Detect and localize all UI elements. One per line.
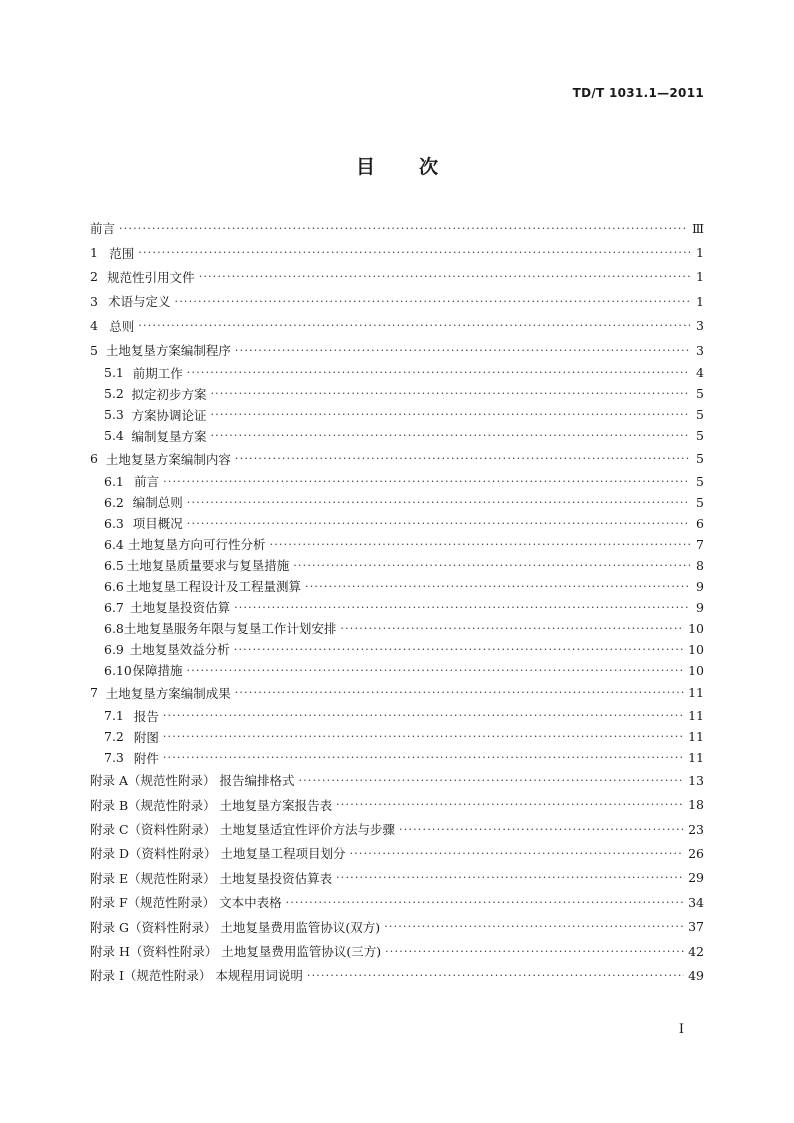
toc-entry[interactable] bbox=[90, 705, 704, 726]
toc-entry[interactable] bbox=[90, 555, 704, 576]
toc-entry-page: 5 bbox=[696, 428, 704, 444]
toc-entry[interactable] bbox=[90, 362, 704, 383]
toc-entry[interactable] bbox=[90, 747, 704, 768]
toc-entry-number: 5.3 bbox=[104, 407, 124, 423]
toc-entry-page: 49 bbox=[688, 967, 704, 983]
toc-entry-number: 6.2 bbox=[104, 494, 124, 510]
toc-leader-dots bbox=[186, 665, 684, 676]
toc-entry[interactable] bbox=[90, 726, 704, 747]
table-of-contents bbox=[90, 216, 704, 988]
toc-leader-dots bbox=[138, 247, 690, 258]
toc-entry[interactable] bbox=[90, 793, 704, 817]
toc-entry-label: 附录 E（规范性附录） 土地复垦投资估算表 bbox=[90, 870, 333, 886]
toc-entry-label: 土地复垦方案编制成果 bbox=[105, 685, 231, 701]
toc-leader-dots bbox=[384, 921, 684, 932]
toc-leader-dots bbox=[234, 602, 690, 613]
toc-entry[interactable] bbox=[90, 963, 704, 987]
page-title-char-2: 次 bbox=[419, 156, 439, 178]
toc-entry[interactable] bbox=[90, 597, 704, 618]
toc-entry[interactable] bbox=[90, 289, 704, 313]
toc-entry-page: 42 bbox=[688, 943, 704, 959]
toc-entry-number: 6.9 bbox=[104, 641, 124, 657]
toc-entry-number: 7 bbox=[90, 685, 98, 701]
toc-leader-dots bbox=[163, 752, 684, 763]
toc-entry-page: 3 bbox=[696, 342, 704, 358]
page-title-char-1: 目 bbox=[355, 156, 375, 178]
toc-entry-label: 保障措施 bbox=[132, 663, 183, 679]
toc-entry-page: 1 bbox=[696, 269, 704, 285]
toc-entry-page: 8 bbox=[696, 557, 704, 573]
toc-entry-page: 23 bbox=[688, 821, 704, 837]
toc-entry-label: 土地复垦投资估算 bbox=[130, 600, 231, 616]
toc-entry-label: 附录 A（规范性附录） 报告编排格式 bbox=[90, 773, 295, 789]
toc-leader-dots bbox=[163, 710, 684, 721]
toc-entry-number: 6.8 bbox=[104, 620, 124, 636]
toc-entry-label: 附录 D（资料性附录） 土地复垦工程项目划分 bbox=[90, 846, 346, 862]
toc-entry[interactable] bbox=[90, 890, 704, 914]
toc-entry-page: 7 bbox=[696, 536, 704, 552]
toc-entry-page: 1 bbox=[696, 245, 704, 261]
toc-leader-dots bbox=[336, 799, 684, 810]
toc-leader-dots bbox=[336, 872, 684, 883]
toc-entry-number: 3 bbox=[90, 293, 98, 309]
toc-entry-number: 6.5 bbox=[104, 557, 124, 573]
toc-entry-label: 附录 H（资料性附录） 土地复垦费用监管协议(三方) bbox=[90, 944, 382, 960]
toc-entry[interactable] bbox=[90, 618, 704, 639]
toc-entry[interactable] bbox=[90, 216, 704, 240]
toc-entry-label: 拟定初步方案 bbox=[131, 386, 207, 402]
toc-entry-label: 附录 C（资料性附录） 土地复垦适宜性评价方法与步骤 bbox=[90, 822, 396, 838]
toc-leader-dots bbox=[270, 539, 690, 550]
toc-entry-label: 范围 bbox=[109, 245, 135, 261]
toc-leader-dots bbox=[399, 824, 684, 835]
toc-entry-label: 总则 bbox=[109, 318, 135, 334]
toc-leader-dots bbox=[163, 476, 690, 487]
toc-entry-number: 5 bbox=[90, 342, 98, 358]
toc-entry[interactable] bbox=[90, 265, 704, 289]
toc-entry-page: 5 bbox=[696, 407, 704, 423]
toc-entry-page: Ⅲ bbox=[691, 220, 704, 236]
toc-entry[interactable] bbox=[90, 768, 704, 792]
toc-entry[interactable] bbox=[90, 681, 704, 705]
toc-entry-label: 前期工作 bbox=[132, 365, 183, 381]
toc-entry-page: 5 bbox=[696, 494, 704, 510]
toc-entry-label: 土地复垦服务年限与复垦工作计划安排 bbox=[123, 621, 337, 637]
toc-entry-number: 6.4 bbox=[104, 536, 124, 552]
toc-leader-dots bbox=[307, 970, 684, 981]
toc-entry-page: 18 bbox=[688, 797, 704, 813]
toc-entry[interactable] bbox=[90, 383, 704, 404]
toc-entry-page: 26 bbox=[688, 845, 704, 861]
toc-entry[interactable] bbox=[90, 576, 704, 597]
toc-leader-dots bbox=[298, 775, 684, 786]
toc-leader-dots bbox=[187, 518, 690, 529]
toc-entry-number: 7.1 bbox=[104, 708, 124, 724]
toc-entry[interactable] bbox=[90, 338, 704, 362]
toc-leader-dots bbox=[210, 409, 690, 420]
toc-leader-dots bbox=[199, 271, 690, 282]
toc-entry[interactable] bbox=[90, 404, 704, 425]
toc-entry[interactable] bbox=[90, 446, 704, 470]
toc-entry-page: 13 bbox=[688, 772, 704, 788]
toc-entry-label: 附录 F（规范性附录） 文本中表格 bbox=[90, 895, 282, 911]
toc-entry-page: 11 bbox=[688, 708, 704, 724]
toc-leader-dots bbox=[210, 388, 690, 399]
toc-leader-dots bbox=[234, 644, 684, 655]
toc-entry-page: 10 bbox=[688, 662, 704, 678]
toc-entry-number: 5.4 bbox=[104, 428, 124, 444]
toc-entry-label: 土地复垦工程设计及工程量测算 bbox=[126, 579, 302, 595]
toc-entry-number: 6.3 bbox=[104, 515, 124, 531]
toc-entry-label: 土地复垦方案编制内容 bbox=[105, 451, 231, 467]
toc-leader-dots bbox=[340, 623, 684, 634]
toc-entry[interactable] bbox=[90, 425, 704, 446]
toc-entry-number: 4 bbox=[90, 318, 98, 334]
toc-leader-dots bbox=[286, 897, 684, 908]
toc-entry-label: 前言 bbox=[90, 221, 116, 237]
toc-entry-label: 附录 G（资料性附录） 土地复垦费用监管协议(双方) bbox=[90, 919, 381, 935]
toc-leader-dots bbox=[235, 453, 690, 464]
toc-entry-page: 1 bbox=[696, 293, 704, 309]
toc-entry[interactable] bbox=[90, 939, 704, 963]
toc-entry-number: 6.1 bbox=[104, 473, 124, 489]
toc-entry[interactable] bbox=[90, 534, 704, 555]
toc-leader-dots bbox=[187, 497, 690, 508]
toc-leader-dots bbox=[235, 345, 690, 356]
toc-entry-number: 5.2 bbox=[104, 386, 124, 402]
toc-entry-number: 6.7 bbox=[104, 599, 124, 615]
toc-entry-page: 10 bbox=[688, 641, 704, 657]
toc-entry-number: 6.10 bbox=[104, 662, 132, 678]
toc-entry-number: 6.6 bbox=[104, 578, 124, 594]
toc-entry-page: 5 bbox=[696, 451, 704, 467]
toc-leader-dots bbox=[235, 687, 684, 698]
toc-entry-page: 4 bbox=[696, 365, 704, 381]
toc-entry[interactable] bbox=[90, 660, 704, 681]
toc-leader-dots bbox=[210, 430, 690, 441]
footer-page-number: I bbox=[678, 1022, 684, 1037]
toc-entry-label: 附录 B（规范性附录） 土地复垦方案报告表 bbox=[90, 797, 333, 813]
standard-code: TD/T 1031.1—2011 bbox=[572, 86, 704, 100]
toc-entry-label: 方案协调论证 bbox=[131, 407, 207, 423]
toc-entry-page: 11 bbox=[688, 750, 704, 766]
toc-leader-dots bbox=[349, 848, 684, 859]
toc-entry-label: 土地复垦效益分析 bbox=[129, 642, 230, 658]
toc-entry-page: 10 bbox=[688, 620, 704, 636]
toc-entry[interactable] bbox=[90, 513, 704, 534]
toc-entry[interactable] bbox=[90, 866, 704, 890]
toc-leader-dots bbox=[163, 731, 684, 742]
toc-entry-label: 土地复垦方向可行性分析 bbox=[128, 537, 266, 553]
toc-entry-label: 项目概况 bbox=[132, 516, 183, 532]
toc-entry[interactable] bbox=[90, 240, 704, 264]
toc-entry-label: 附件 bbox=[133, 750, 159, 766]
toc-entry[interactable] bbox=[90, 841, 704, 865]
toc-entry-number: 1 bbox=[90, 245, 98, 261]
toc-entry[interactable] bbox=[90, 471, 704, 492]
toc-entry-label: 编制复垦方案 bbox=[131, 428, 207, 444]
toc-entry[interactable] bbox=[90, 639, 704, 660]
toc-entry-number: 5.1 bbox=[104, 365, 124, 381]
toc-leader-dots bbox=[175, 296, 690, 307]
toc-entry-page: 11 bbox=[688, 685, 704, 701]
toc-entry-page: 3 bbox=[696, 318, 704, 334]
toc-entry-label: 附图 bbox=[133, 729, 159, 745]
toc-leader-dots bbox=[305, 581, 690, 592]
toc-entry-page: 11 bbox=[688, 729, 704, 745]
toc-entry-label: 报告 bbox=[133, 708, 159, 724]
toc-entry-page: 34 bbox=[688, 894, 704, 910]
toc-entry-label: 土地复垦质量要求与复垦措施 bbox=[126, 558, 290, 574]
toc-entry[interactable] bbox=[90, 314, 704, 338]
toc-entry-page: 5 bbox=[696, 473, 704, 489]
toc-leader-dots bbox=[119, 223, 688, 234]
toc-entry-page: 9 bbox=[696, 599, 704, 615]
toc-entry[interactable] bbox=[90, 817, 704, 841]
toc-leader-dots bbox=[293, 560, 690, 571]
toc-entry-page: 29 bbox=[688, 870, 704, 886]
toc-entry-page: 9 bbox=[696, 578, 704, 594]
toc-entry-label: 前言 bbox=[134, 474, 160, 490]
toc-entry-label: 附录 I（规范性附录） 本规程用词说明 bbox=[90, 968, 303, 984]
toc-entry-label: 术语与定义 bbox=[108, 294, 171, 310]
toc-leader-dots bbox=[385, 946, 684, 957]
toc-entry-number: 2 bbox=[90, 269, 98, 285]
toc-entry-label: 土地复垦方案编制程序 bbox=[105, 343, 231, 359]
toc-entry[interactable] bbox=[90, 914, 704, 938]
toc-entry-number: 7.3 bbox=[104, 750, 124, 766]
toc-leader-dots bbox=[138, 320, 690, 331]
toc-entry-number: 6 bbox=[90, 451, 98, 467]
toc-entry-page: 6 bbox=[696, 515, 704, 531]
toc-entry-number: 7.2 bbox=[104, 729, 124, 745]
toc-leader-dots bbox=[187, 367, 690, 378]
toc-entry[interactable] bbox=[90, 492, 704, 513]
page-title bbox=[0, 152, 794, 179]
toc-entry-page: 37 bbox=[688, 919, 704, 935]
toc-entry-label: 规范性引用文件 bbox=[107, 269, 195, 285]
toc-entry-page: 5 bbox=[696, 386, 704, 402]
toc-entry-label: 编制总则 bbox=[132, 495, 183, 511]
